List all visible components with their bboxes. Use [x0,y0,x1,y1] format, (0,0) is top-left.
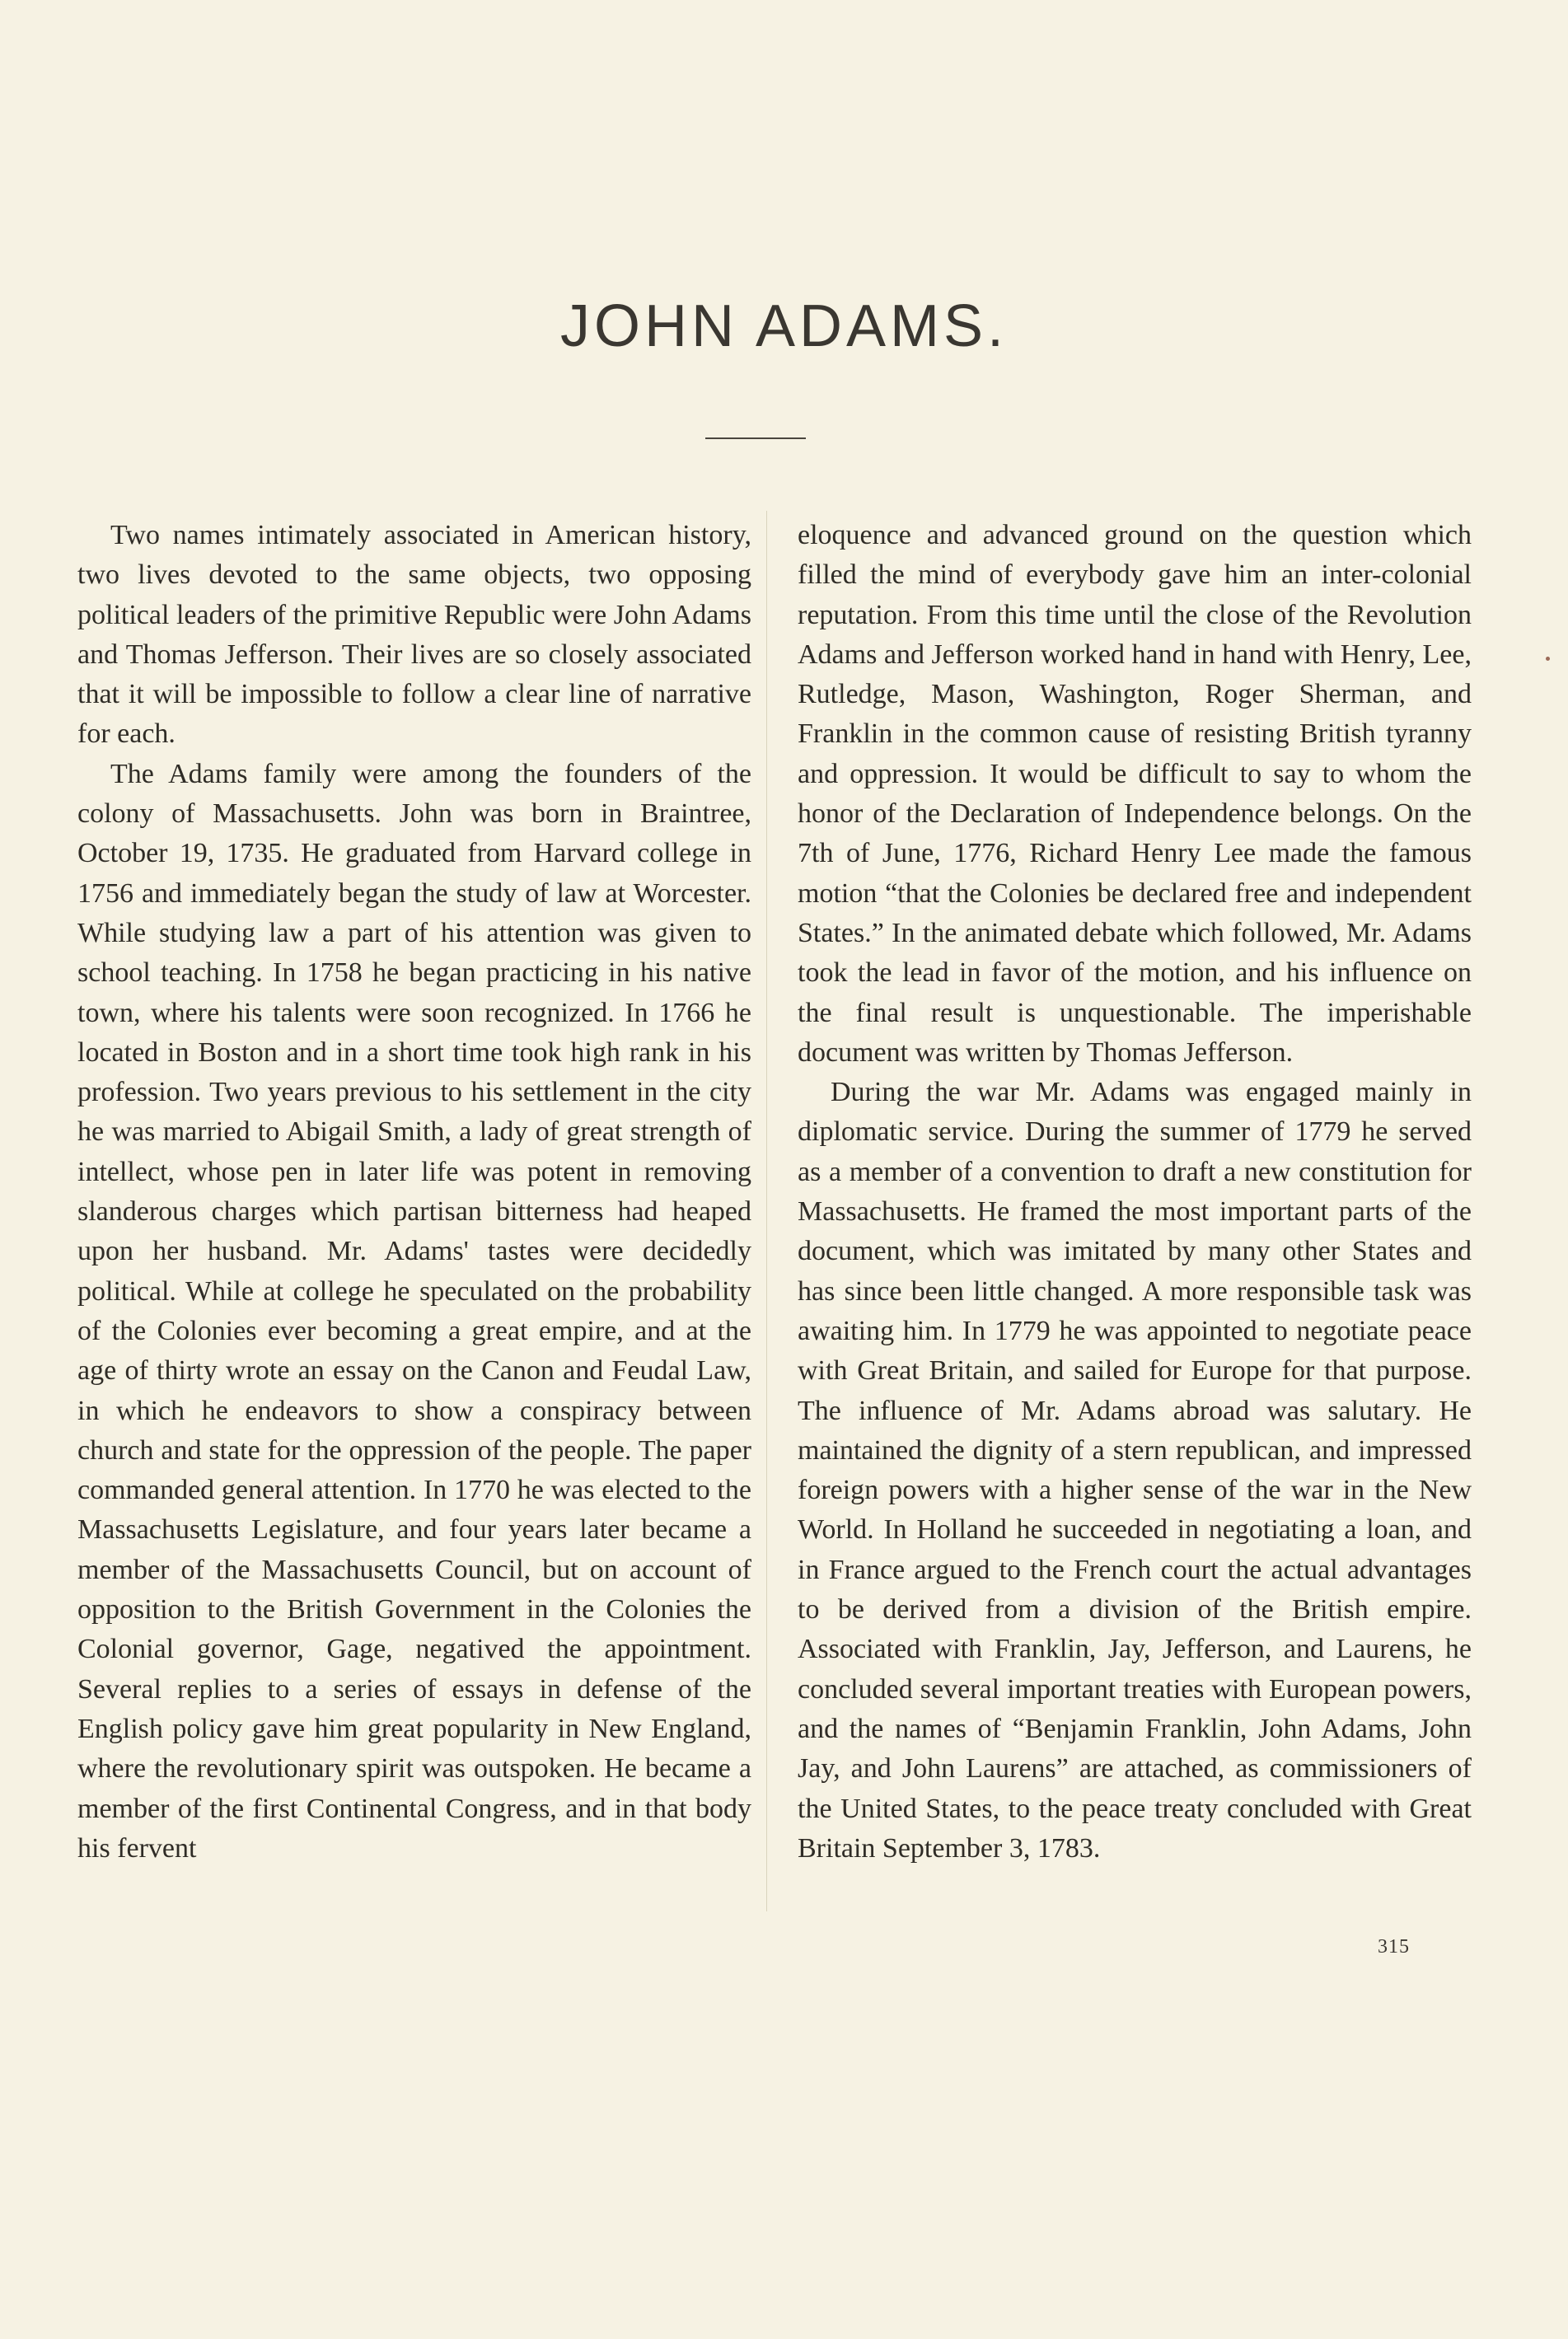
page-number: 315 [1378,1936,1410,1958]
ink-speck [1546,657,1550,661]
title-rule [705,437,806,439]
paragraph: Two names intimately associated in American history, two lives devoted to the same objects, two opposing political leaders of the primitive Republic were John Adams and Thomas Jefferson. Their lives are so closely associated that it will be impossible to follow a clear line of narrative for each. [77,520,751,750]
left-column [77,516,751,1869]
paragraph: During the war Mr. Adams was engaged mainly in diplomatic service. During the summer of 1779 he served as a member of a convention to draft a new constitution for Massachusetts. He framed the most important parts of the document, which was imitated by many other States and has since been little changed. A more responsible task was awaiting him. In 1779 he was appointed to negotiate peace with Great Britain, and sailed for Europe for that purpose. The influence of Mr. Adams abroad was salutary. He maintained the dignity of a stern republican, and impressed foreign powers with a higher sense of the war in the New World. In Holland he succeeded in negotiating a loan, and in France argued to the French court the actual advantages to be derived from a division of the British empire. Associated with Franklin, Jay, Jefferson, and Laurens, he concluded several important treaties with European powers, and the names of “Benjamin Franklin, John Adams, John Jay, and John Laurens” are attached, as commissioners of the United States, to the peace treaty concluded with Great Britain September 3, 1783. [798,1077,1472,1864]
column-divider [766,511,767,1911]
paragraph: The Adams family were among the founders of the colony of Massachusetts. John was born in Braintree, October 19, 1735. He graduated from Harvard college in 1756 and immediately began the study of law at Worcester. While studying law a part of his attention was given to school teaching. In 1758 he began practicing in his native town, where his talents were soon recognized. In 1766 he located in Boston and in a short time took high rank in his profession. Two years previous to his settlement in the city he was married to Abigail Smith, a lady of great strength of intellect, whose pen in later life was potent in removing slanderous charges which partisan bitterness had heaped upon her husband. Mr. Adams' tastes were decidedly political. While at college he speculated on the probability of the Colonies ever becoming a great empire, and at the age of thirty wrote an essay on the Canon and Feudal Law, in which he endeavors to show a conspiracy between church and state for the oppression of the people. The paper commanded general attention. In 1770 he was elected to the Massachusetts Legislature, and four years later became a member of the Massachusetts Council, but on account of opposition to the British Government in the Colonies the Colonial governor, Gage, negatived the appointment. Several replies to a series of essays in defense of the English policy gave him great popularity in New England, where the revolutionary spirit was outspoken. He became a member of the first Continental Congress, and in that body his fervent [77,758,751,1864]
paragraph-continued: eloquence and advanced ground on the question which filled the mind of everybody gave him an inter-colonial reputation. From this time until the close of the Revolution Adams and Jefferson worked hand in hand with Henry, Lee, Rutledge, Mason, Washington, Roger Sherman, and Franklin in the common cause of resisting British tyranny and oppression. It would be difficult to say to whom the honor of the Declaration of Independence belongs. On the 7th of June, 1776, Richard Henry Lee made the famous motion “that the Colonies be declared free and independent States.” In the animated debate which followed, Mr. Adams took the lead in favor of the motion, and his influence on the final result is unquestionable. The imperishable document was written by Thomas Jefferson. [798,520,1472,1068]
right-column [798,516,1472,1869]
page-title: JOHN ADAMS. [559,293,1009,359]
